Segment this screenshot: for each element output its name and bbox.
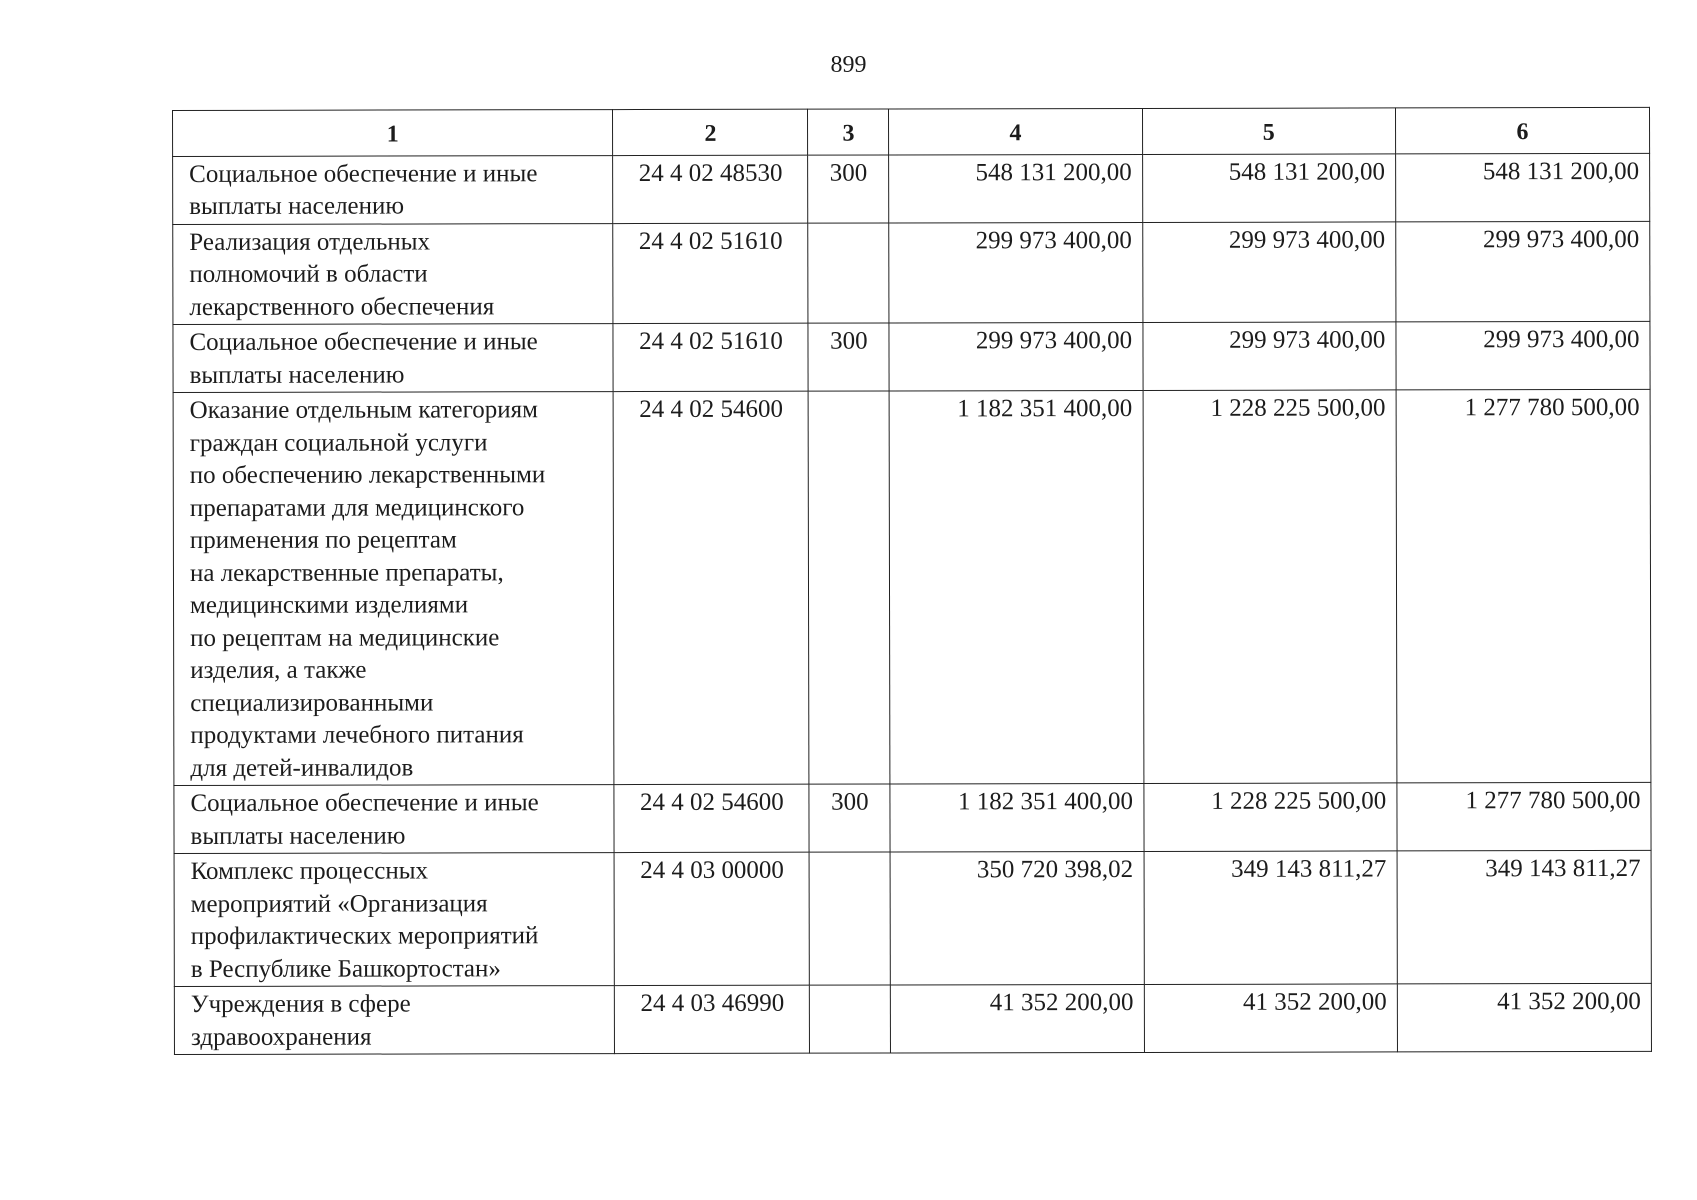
row-amount-year1: 41 352 200,00 <box>891 984 1144 1053</box>
row-amount-year1: 299 973 400,00 <box>889 222 1142 323</box>
row-amount-year3: 1 277 780 500,00 <box>1396 389 1651 783</box>
column-header-3: 3 <box>808 109 889 155</box>
row-amount-year3: 349 143 811,27 <box>1397 850 1651 984</box>
row-name-cell: Комплекс процессных мероприятий «Организация профилактических мероприятий в Республике Башкортостан» <box>174 853 615 987</box>
row-name-cell: Социальное обеспечение и иные выплаты населению <box>173 155 614 224</box>
column-header-5: 5 <box>1142 108 1395 154</box>
row-amount-year1: 299 973 400,00 <box>889 322 1142 391</box>
budget-table <box>172 107 1652 1055</box>
row-type-cell: 300 <box>808 323 889 391</box>
row-code-cell: 24 4 02 48530 <box>613 155 808 223</box>
row-amount-year2: 349 143 811,27 <box>1144 851 1398 985</box>
row-type-cell <box>810 852 891 985</box>
row-amount-year2: 299 973 400,00 <box>1142 221 1395 322</box>
row-amount-year1: 350 720 398,02 <box>890 851 1144 985</box>
row-amount-year3: 299 973 400,00 <box>1396 221 1650 322</box>
row-amount-year2: 41 352 200,00 <box>1144 984 1397 1053</box>
table-row <box>173 153 1650 224</box>
row-code-cell: 24 4 02 51610 <box>613 223 808 324</box>
row-amount-year3: 41 352 200,00 <box>1397 983 1651 1052</box>
row-name-cell: Оказание отдельным категориям граждан социальной услуги по обеспечению лекарственными препаратами для медицинского применения по рецептам на лекарственные препараты, медицинскими изделиями по рецептам на медицинские изделия, а также специализированными продуктами лечебного питания для детей-инвалидов <box>173 392 614 786</box>
table-row <box>173 221 1650 325</box>
row-type-cell <box>809 391 891 784</box>
page-number: 899 <box>830 52 867 78</box>
row-name-cell: Социальное обеспечение и иные выплаты населению <box>174 785 615 854</box>
table-row <box>174 782 1651 853</box>
row-amount-year1: 1 182 351 400,00 <box>890 783 1143 852</box>
table-row <box>173 389 1651 785</box>
row-amount-year3: 299 973 400,00 <box>1396 321 1650 390</box>
row-amount-year3: 1 277 780 500,00 <box>1397 782 1651 851</box>
table-header-row <box>173 107 1650 156</box>
column-header-4: 4 <box>889 108 1142 154</box>
row-amount-year1: 1 182 351 400,00 <box>889 390 1143 784</box>
column-header-1: 1 <box>173 110 614 156</box>
row-name-cell: Учреждения в сфере здравоохранения <box>174 986 615 1055</box>
row-type-cell <box>808 222 889 323</box>
row-amount-year1: 548 131 200,00 <box>889 154 1142 223</box>
column-header-2: 2 <box>613 109 808 155</box>
column-header-6: 6 <box>1395 107 1649 153</box>
table-row <box>173 321 1650 392</box>
row-name-cell: Социальное обеспечение и иные выплаты населению <box>173 324 614 393</box>
row-code-cell: 24 4 03 00000 <box>614 852 809 985</box>
row-type-cell: 300 <box>809 784 890 852</box>
row-type-cell <box>810 985 891 1053</box>
row-name-cell: Реализация отдельных полномочий в области лекарственного обеспечения <box>173 223 614 324</box>
row-code-cell: 24 4 03 46990 <box>615 985 810 1053</box>
row-amount-year2: 548 131 200,00 <box>1142 153 1395 222</box>
row-type-cell: 300 <box>808 154 889 222</box>
row-amount-year3: 548 131 200,00 <box>1395 153 1649 222</box>
row-amount-year2: 299 973 400,00 <box>1143 322 1396 391</box>
row-code-cell: 24 4 02 54600 <box>614 784 809 852</box>
row-amount-year2: 1 228 225 500,00 <box>1143 390 1397 784</box>
row-amount-year2: 1 228 225 500,00 <box>1143 783 1396 852</box>
table-row <box>174 850 1651 986</box>
row-code-cell: 24 4 02 54600 <box>614 391 810 784</box>
table-row <box>174 983 1651 1054</box>
row-code-cell: 24 4 02 51610 <box>613 323 808 391</box>
